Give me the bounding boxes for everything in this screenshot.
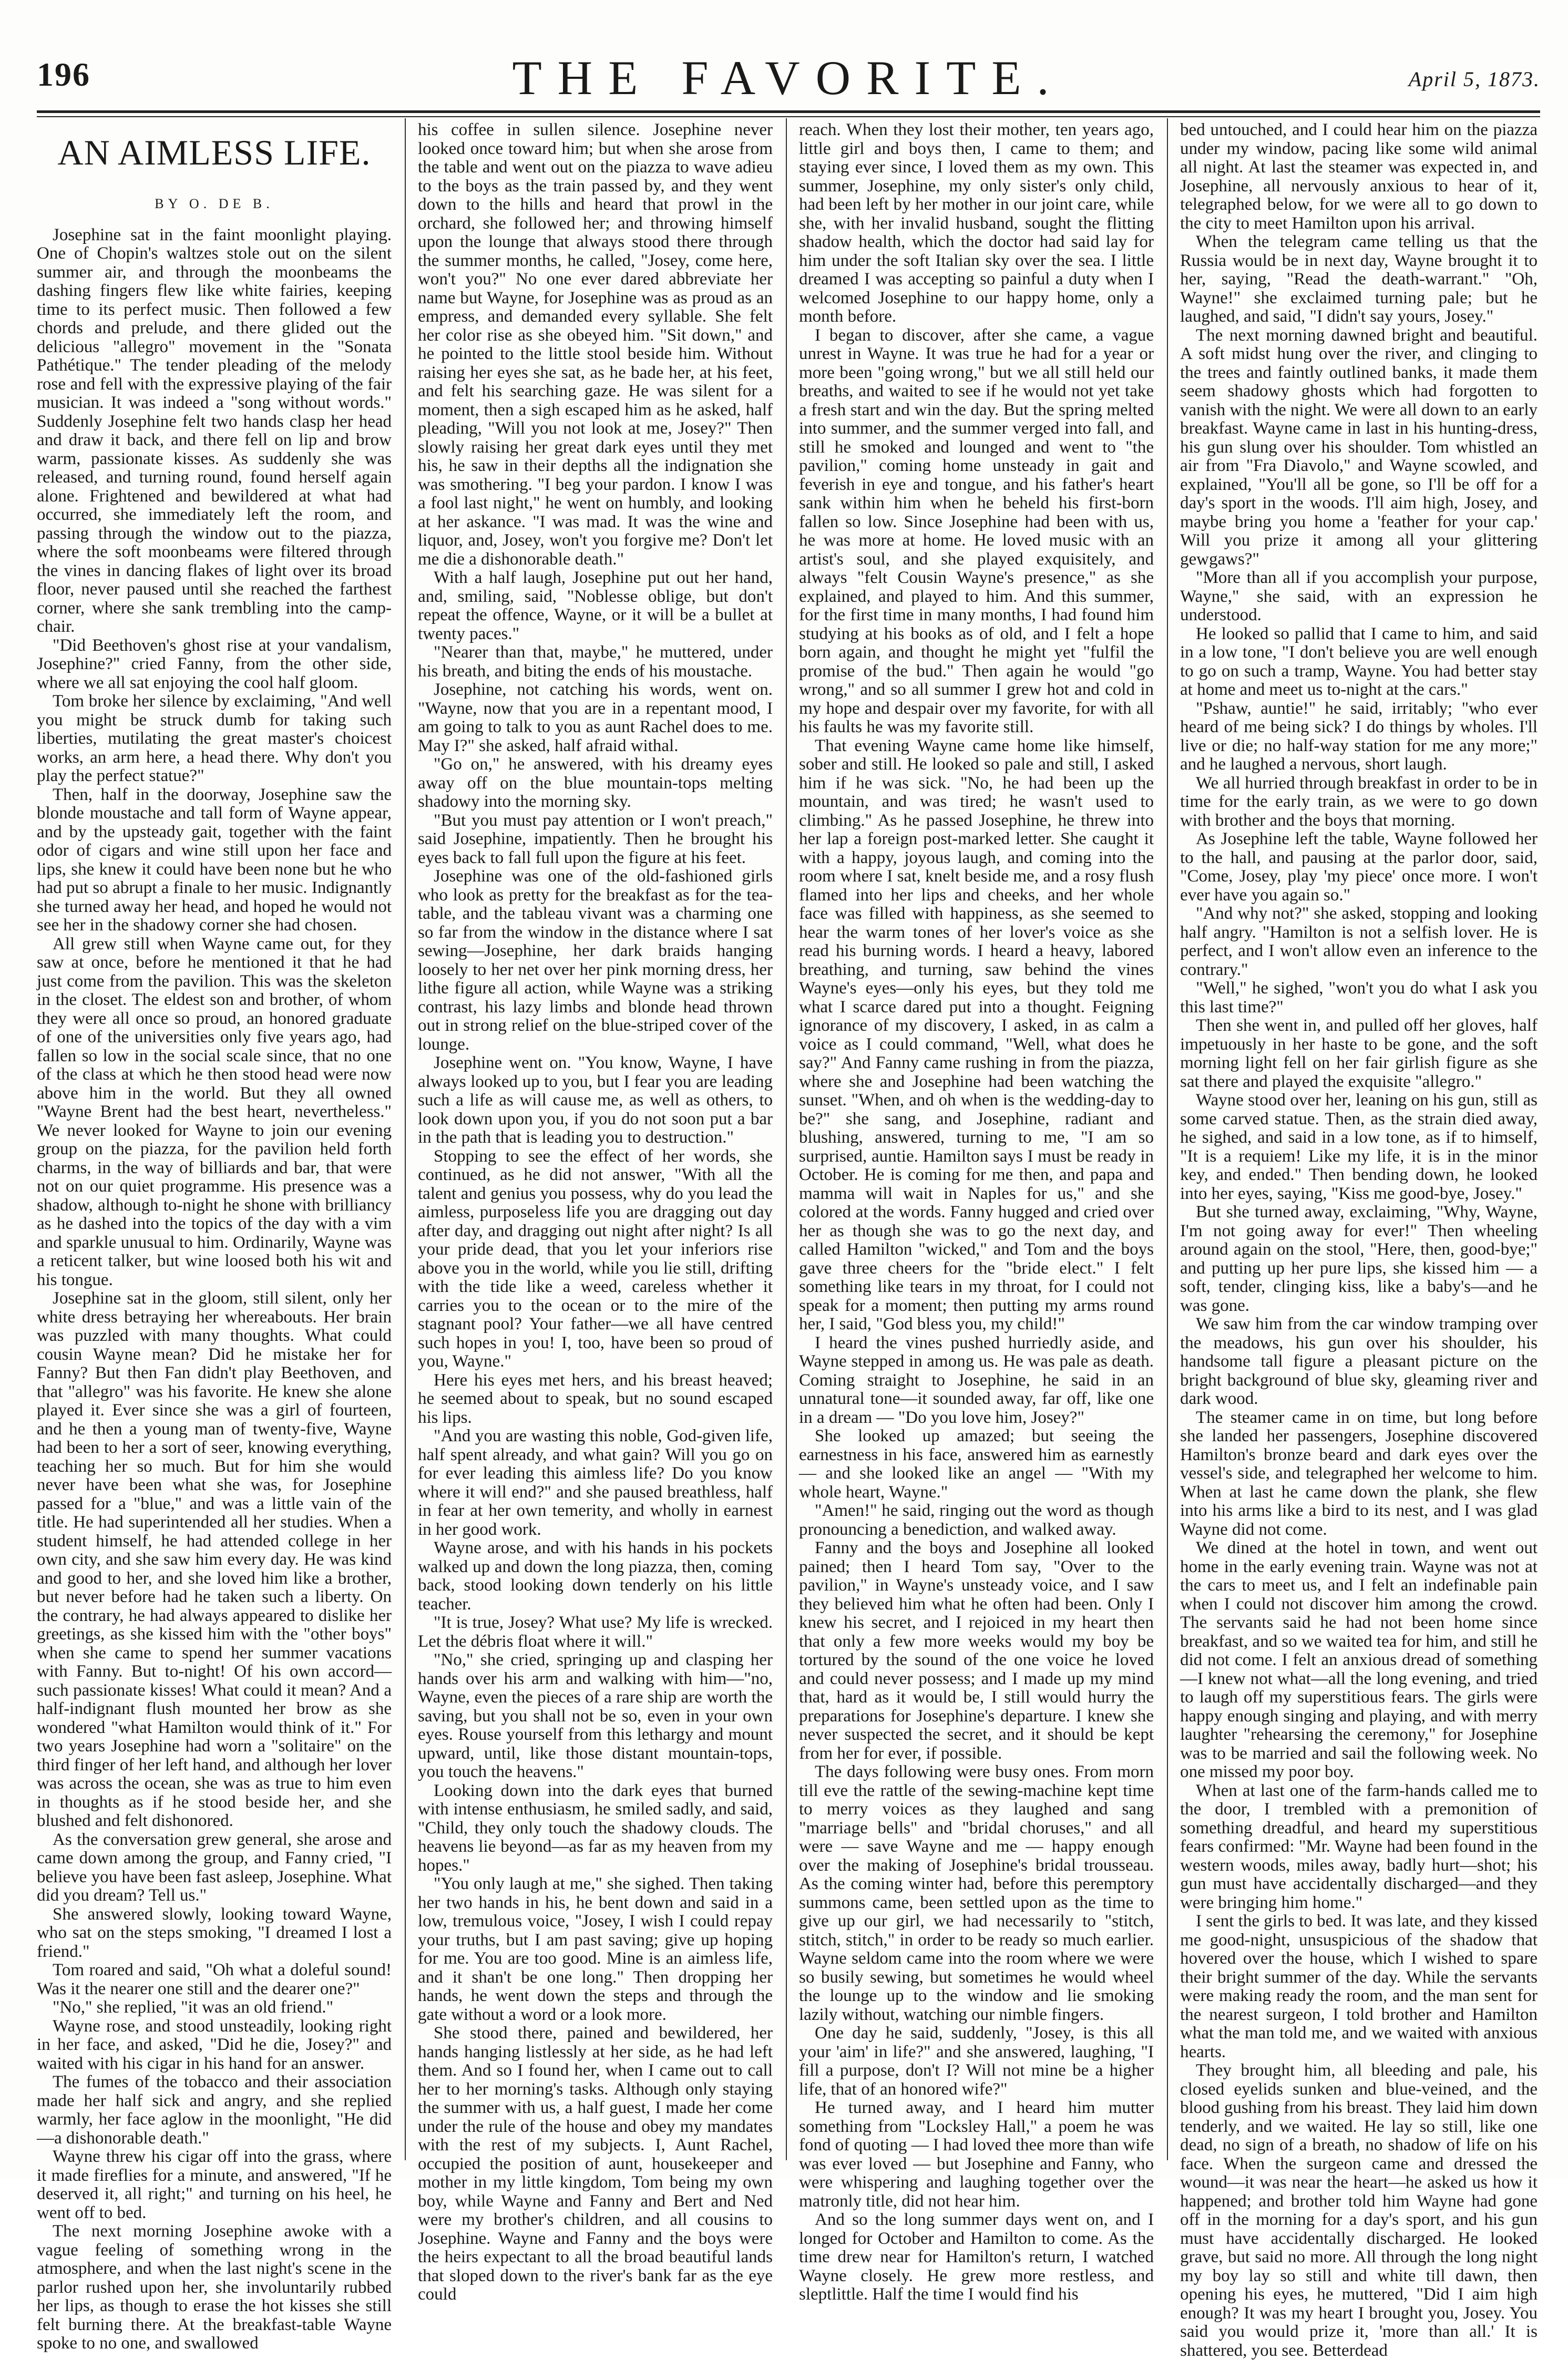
issue-date: April 5, 1873. [1408, 67, 1540, 91]
paragraph: "Pshaw, auntie!" he said, irritably; "who ever heard of me being sick? I do things by wholes. I'll live or die; no half-way station for me any more;" and he laughed a nervous, short laugh. [1180, 699, 1538, 774]
column-divider [405, 118, 406, 2160]
paragraph: As the conversation grew general, she arose and came down among the group, and Fanny cried, "I believe you have been fast asleep, Josephine. What did you dream? Tell us." [37, 1830, 392, 1905]
paragraph: Looking down into the dark eyes that burned with intense enthusiasm, he smiled sadly, and said, "Child, they only touch the shadowy clouds. The heavens lie beyond—as far as my heaven from my hopes." [418, 1781, 773, 1875]
page-number: 196 [37, 56, 90, 93]
paragraph: "It is true, Josey? What use? My life is wrecked. Let the débris float where it will." [418, 1613, 773, 1651]
paragraph: The days following were busy ones. From morn till eve the rattle of the sewing-machine kept time to merry voices as they laughed and sang "marriage bells" and "bridal choruses," and all were — save Wayne and me — happy enough over the making of Josephine's bridal trousseau. As the coming winter had, before this peremptory summons came, been settled upon as the time to give up our girl, we had necessarily to "stitch, stitch, stitch," in order to be ready so much earlier. Wayne seldom came into the room where we were so busily sewing, but sometimes he would wheel the lounge up to the window and lie smoking lazily without, watching our nimble fingers. [799, 1762, 1154, 2024]
paragraph: She looked up amazed; but seeing the earnestness in his face, answered him as earnestly — and she looked like an angel — "With my whole heart, Wayne." [799, 1427, 1154, 1502]
paragraph: Then she went in, and pulled off her gloves, half impetuously in her haste to be gone, and the soft morning light fell on her fair girlish figure as she sat there and played the exquisite "allegro." [1180, 1016, 1538, 1091]
paragraph: I heard the vines pushed hurriedly aside, and Wayne stepped in among us. He was pale as death. Coming straight to Josephine, he said in an unnatural tone—it sounded away, far off, like one in a dream — "Do you love him, Josey?" [799, 1333, 1154, 1427]
paragraph: The fumes of the tobacco and their association made her half sick and angry, and she replied warmly, her face aglow in the moonlight, "He did—a dishonorable death." [37, 2072, 392, 2148]
paragraph: bed untouched, and I could hear him on the piazza under my window, pacing like some wild animal all night. At last the steamer was expected in, and Josephine, all nervously anxious to hear of it, telegraphed below, for we were all to go down to the city to meet Hamilton upon his arrival. [1180, 120, 1538, 233]
paragraph: We dined at the hotel in town, and went out home in the early evening train. Wayne was not at the cars to meet us, and I felt an indefinable pain when I could not discover him among the crowd. The servants said he had not been home since breakfast, and so we waited tea for him, and still he did not come. I felt an anxious dread of something—I knew not what—all the long evening, and tried to laugh off my superstitious fears. The girls were happy enough singing and playing, and with merry laughter "rehearsing the ceremony," for Josephine was to be married and sail the following week. No one missed my poor boy. [1180, 1538, 1538, 1781]
paragraph: The next morning dawned bright and beautiful. A soft midst hung over the river, and clinging to the trees and faintly outlined banks, it made them seem shadowy ghosts which had forgotten to vanish with the night. We were all down to an early breakfast. Wayne came in last in his hunting-dress, his gun slung over his shoulder. Tom whistled an air from "Fra Diavolo," and Wayne scowled, and explained, "You'll all be gone, so I'll be off for a day's sport in the woods. I'll aim high, Josey, and maybe bring you home a 'feather for your cap.' Will you prize it among all your glittering gewgaws?" [1180, 325, 1538, 569]
paragraph: Tom broke her silence by exclaiming, "And well you might be struck dumb for taking such liberties, mutilating the great master's choicest works, an arm here, a head there. Why don't you play the perfect statue?" [37, 692, 392, 785]
paragraph: I began to discover, after she came, a vague unrest in Wayne. It was true he had for a year or more been "going wrong," but we all still held our breaths, and waited to see if he would not yet take a fresh start and win the day. But the spring melted into summer, and the summer verged into fall, and still he smoked and lounged and went to "the pavilion," coming home unsteady in gait and feverish in eye and tongue, and his father's heart sank within him when he beheld his first-born fallen so low. Since Josephine had been with us, he was more at home. He loved music with an artist's soul, and she played exquisitely, and always "felt Cousin Wayne's presence," as she explained, and played to him. And this summer, for the first time in many months, I had found him studying at his books as of old, and I felt a hope born again, and thought he might yet "fulfil the promise of the bud." Then again he would "go wrong," and so all summer I grew hot and cold in my hope and despair over my favorite, for with all his faults he was my favorite still. [799, 325, 1154, 736]
paragraph: When the telegram came telling us that the Russia would be in next day, Wayne brought it to her, saying, "Read the death-warrant." "Oh, Wayne!" she exclaimed turning pale; but he laughed, and said, "I didn't say yours, Josey." [1180, 232, 1538, 326]
paragraph: "Well," he sighed, "won't you do what I ask you this last time?" [1180, 979, 1538, 1017]
paragraph: Wayne rose, and stood unsteadily, looking right in her face, and asked, "Did he die, Josey?" and waited with his cigar in his hand for an answer. [37, 2016, 392, 2073]
story-title: AN AIMLESS LIFE. [57, 132, 371, 172]
paragraph: "But you must pay attention or I won't preach," said Josephine, impatiently. Then he brought his eyes back to fall full upon the figure at his feet. [418, 810, 773, 867]
text-column-1 [37, 121, 392, 2353]
paragraph: I sent the girls to bed. It was late, and they kissed me good-night, unsuspicious of the shadow that hovered over the house, which I wished to spare their bright summer of the day. While the servants were making ready the room, and the man sent for the nearest surgeon, I told brother and Hamilton what the man told me, and we waited with anxious hearts. [1180, 1912, 1538, 2061]
text-column-2 [418, 120, 773, 2304]
paragraph: Here his eyes met hers, and his breast heaved; he seemed about to speak, but no sound escaped his lips. [418, 1370, 773, 1427]
paragraph: "And you are wasting this noble, God-given life, half spent already, and what gain? Will you go on for ever leading this aimless life? Do you know where it will end?" and she paused breathless, half in fear at her own temerity, and wholly in earnest in her good work. [418, 1427, 773, 1539]
paragraph: When at last one of the farm-hands called me to the door, I trembled with a premonition of something dreadful, and heard my superstitious fears confirmed: "Mr. Wayne had been found in the western woods, miles away, badly hurt—shot; his gun must have accidentally discharged—and they were bringing him home." [1180, 1781, 1538, 1912]
paragraph: "You only laugh at me," she sighed. Then taking her two hands in his, he bent down and said in a low, tremulous voice, "Josey, I wish I could repay your truths, but I am past saving; give up hoping for me. You are too good. Mine is an aimless life, and it shan't be one long." Then dropping her hands, he went down the steps and through the gate without a word or a look more. [418, 1874, 773, 2024]
paragraph: She answered slowly, looking toward Wayne, who sat on the steps smoking, "I dreamed I lost a friend." [37, 1904, 392, 1961]
column-body [1180, 121, 1538, 2360]
paragraph: As Josephine left the table, Wayne followed her to the hall, and pausing at the parlor door, said, "Come, Josey, play 'my piece' once more. I won't ever have you again so." [1180, 829, 1538, 905]
paragraph: reach. When they lost their mother, ten years ago, little girl and boys then, I came to them; and staying ever since, I loved them as my own. This summer, Josephine, my only sister's only child, had been left by her mother in our joint care, while she, with her invalid husband, sought the flitting shadow health, which the doctor had said lay for him under the soft Italian sky over the sea. I little dreamed I was accepting so painful a duty when I welcomed Josephine to our happy home, only a month before. [799, 120, 1154, 326]
header-rule [37, 110, 1540, 117]
column-divider [786, 118, 787, 2160]
paragraph: "No," she replied, "it was an old friend." [53, 1998, 334, 2017]
paragraph: Josephine sat in the gloom, still silent, only her white dress betraying her whereabouts. Her brain was puzzled with many thoughts. What could cousin Wayne mean? Did he mistake her for Fanny? But then Fan didn't play Beethoven, and that "allegro" was his favorite. He knew she alone played it. Ever since she was a girl of fourteen, and he then a young man of twenty-five, Wayne had been to her a sort of seer, knowing everything, teaching her so much. But for him she would never have been what she was, for Josephine passed for a "blue," and was a little vain of the title. He had superintended all her studies. When a student himself, he had attended college in her own city, and she saw him every day. He was kind and good to her, and she loved him like a brother, but never before had he taken such a liberty. On the contrary, he had always appeared to dislike her greetings, as she kissed him with the "other boys" when she came to spend her summer vacations with Fanny. But to-night! Of his own accord—such passionate kisses! What could it mean? And a half-indignant flush mounted her brow as she wondered "what Hamilton would think of it." For two years Josephine had worn a "solitaire" on the third finger of her left hand, and although her lover was across the ocean, she was as true to him even in thoughts as if he stood beside her, and she blushed and felt dishonored. [37, 1289, 392, 1830]
column-body [37, 226, 392, 2353]
story-byline: BY O. DE B. [155, 196, 274, 211]
column-divider [1167, 118, 1168, 2160]
paragraph: "More than all if you accomplish your purpose, Wayne," she said, with an expression he understood. [1180, 568, 1538, 624]
paragraph: Then, half in the doorway, Josephine saw the blonde moustache and tall form of Wayne appear, and by the upsteady gait, together with the faint odor of cigars and wine still upon her face and lips, she knew it could have been none but he who had put so abrupt a finale to her music. Indignantly she turned away her head, and hoped he would not see her in the shadowy corner she had chosen. [37, 785, 392, 935]
paragraph: "Go on," he answered, with his dreamy eyes away off on the blue mountain-tops melting shadowy into the morning sky. [418, 755, 773, 811]
journal-title: THE FAVORITE. [512, 51, 1065, 105]
paragraph: Stopping to see the effect of her words, she continued, as he did not answer, "With all the talent and genius you possess, why do you lead the aimless, purposeless life you are dragging out day after day, and dragging out night after night? Is all your pride dead, that you let your inferiors rise above you in the world, while you lie still, drifting with the tide like a weed, careless whether it carries you to the ocean or to the mire of the stagnant pool? Your father—we all have centred such hopes in you! I, too, have been so proud of you, Wayne." [418, 1146, 773, 1371]
text-column-4 [1180, 120, 1538, 2360]
paragraph: Fanny and the boys and Josephine all looked pained; then I heard Tom say, "Over to the pavilion," in Wayne's unsteady voice, and I saw they believed him what he often had been. Only I knew his secret, and I rejoiced in my heart then that only a few more weeks would my boy be tortured by the sound of the one voice he loved and could never possess; and I made up my mind that, hard as it would be, I still would hurry the preparations for Josephine's departure. I knew she never suspected the secret, and it should be kept from her for ever, if possible. [799, 1538, 1154, 1763]
paragraph: "Nearer than that, maybe," he muttered, under his breath, and biting the ends of his moustache. [418, 643, 773, 681]
paragraph: The steamer came in on time, but long before she landed her passengers, Josephine discovered Hamilton's bronze beard and dark eyes over the vessel's side, and telegraphed her welcome to him. When at last he came down the plank, she flew into his arms like a bird to its nest, and I was glad Wayne did not come. [1180, 1408, 1538, 1539]
paragraph: They brought him, all bleeding and pale, his closed eyelids sunken and blue-veined, and the blood gushing from his breast. They laid him down tenderly, and we waited. He lay so still, like one dead, no sign of a breath, no shadow of life on his face. When the surgeon came and dressed the wound—it was near the heart—he asked us how it happened; and brother told him Wayne had gone off in the morning for a day's sport, and his gun must have accidentally discharged. He looked grave, but said no more. All through the long night my boy lay so still and white till dawn, then opening his eyes, he muttered, "Did I aim high enough? It was my heart I brought you, Josey. You said you would prize it, 'more than all.' It is shattered, you see. Betterdead [1180, 2061, 1538, 2360]
paragraph: One day he said, suddenly, "Josey, is this all your 'aim' in life?" and she answered, laughing, "I fill a purpose, don't I? Will not mine be a higher life, that of an honored wife?" [799, 2024, 1154, 2099]
paragraph: his coffee in sullen silence. Josephine never looked once toward him; but when she arose from the table and went out on the piazza to wave adieu to the boys as the train passed by, and they went down to the hills and heard that prowl in the orchard, she followed her; and throwing himself upon the lounge that always stood there through the summer months, he called, "Josey, come here, won't you?" No one ever dared abbreviate her name but Wayne, for Josephine was as proud as an empress, and demanded every syllable. She felt her color rise as she obeyed him. "Sit down," and he pointed to the little stool beside him. Without raising her eyes she sat, as he bade her, at his feet, and felt his searching gaze. He was silent for a moment, then a sigh escaped him as he asked, half pleading, "Will you not look at me, Josey?" Then slowly raising her great dark eyes until they met his, he saw in their depths all the indignation she was smothering. "I beg your pardon. I know I was a fool last night," he went on humbly, and looking at her askance. "I was mad. It was the wine and liquor, and, Josey, won't you forgive me? Don't let me die a dishonorable death." [418, 120, 773, 569]
paragraph: That evening Wayne came home like himself, sober and still. He looked so pale and still, I asked him if he was sick. "No, he had been up the mountain, and was tired; he wasn't used to climbing." As he passed Josephine, he threw into her lap a foreign post-marked letter. She caught it with a happy, joyous laugh, and coming into the room where I sat, knelt beside me, and a rosy flush flamed into her lips and cheeks, and her whole face was filled with happiness, as she seemed to hear the warm tones of her lover's voice as she read his burning words. I heard a heavy, labored breathing, and turning, saw behind the vines Wayne's eyes—only his eyes, but they told me what I scarce dared put into a thought. Feigning ignorance of my discovery, I asked, in as calm a voice as I could command, "Well, what does he say?" And Fanny came rushing in from the piazza, where she and Josephine had been watching the sunset. "When, and oh when is the wedding-day to be?" she sang, and Josephine, radiant and blushing, answered, turning to me, "I am so surprised, auntie. Hamilton says I must be ready in October. He is coming for me then, and papa and mamma will wait in Naples for us," and she colored at the words. Fanny hugged and cried over her as though she was to go the next day, and called Hamilton "wicked," and Tom and the boys gave three cheers for the "bride elect." I felt something like tears in my throat, for I could not speak for a moment; then putting my arms round her, I said, "God bless you, my child!" [799, 736, 1154, 1333]
paragraph: All grew still when Wayne came out, for they saw at once, before he mentioned it that he had just come from the pavilion. This was the skeleton in the closet. The eldest son and brother, of whom they were all once so proud, an honored graduate of one of the universities only five years ago, had fallen so low in the social scale since, that no one of the class at which he then stood head were now above him in the world. But they all owned "Wayne Brent had the best heart, nevertheless." We never looked for Wayne to join our evening group on the piazza, for the pavilion held forth charms, in the way of billiards and bar, that were not on our quiet programme. His presence was a shadow, although to-night he shone with brilliancy as he dashed into the topics of the day with a vim and sparkle unusual to him. Ordinarily, Wayne was a reticent talker, but wine loosed both his wit and his tongue. [37, 934, 392, 1289]
paragraph: The next morning Josephine awoke with a vague feeling of something wrong in the atmosphere, and when the last night's scene in the parlor rushed upon her, she involuntarily rubbed her lips, as though to erase the hot kisses she still felt burning there. At the breakfast-table Wayne spoke to no one, and swallowed [37, 2222, 392, 2353]
paragraph: And so the long summer days went on, and I longed for October and Hamilton to come. As the time drew near for Hamilton's return, I watched Wayne closely. He grew more restless, and sleptlittle. Half the time I would find his [799, 2210, 1154, 2304]
paragraph: "No," she cried, springing up and clasping her hands over his arm and walking with him—"no, Wayne, even the pieces of a rare ship are worth the saving, but you shall not be so, even in your own eyes. Rouse yourself from this lethargy and mount upward, until, like those distant mountain-tops, you touch the heavens." [418, 1650, 773, 1781]
paragraph: Wayne threw his cigar off into the grass, where it made fireflies for a minute, and answered, "If he deserved it, all right;" and turning on his heel, he went off to bed. [37, 2147, 392, 2222]
paragraph: We all hurried through breakfast in order to be in time for the early train, as we were to go down with brother and the boys that morning. [1180, 773, 1538, 830]
column-body [799, 121, 1154, 2304]
paragraph: "And why not?" she asked, stopping and looking half angry. "Hamilton is not a selfish lover. He is perfect, and I won't allow even an inference to the contrary." [1180, 904, 1538, 979]
column-body [418, 121, 773, 2304]
paragraph: Josephine, not catching his words, went on. "Wayne, now that you are in a repentant mood, I am going to talk to you as aunt Rachel does to me. May I?" she asked, half afraid withal. [418, 680, 773, 755]
paragraph: Wayne arose, and with his hands in his pockets walked up and down the long piazza, then, coming back, stood looking down tenderly on his little teacher. [418, 1538, 773, 1614]
paragraph: "Amen!" he said, ringing out the word as though pronouncing a benediction, and walked away. [799, 1501, 1154, 1539]
paragraph: Josephine was one of the old-fashioned girls who look as pretty for the breakfast as for the tea-table, and the tableau vivant was a charming one so far from the window in the distance where I sat sewing—Josephine, her dark braids hanging loosely to her net over her pink morning dress, her lithe figure all action, while Wayne was a striking contrast, his lazy limbs and blonde head thrown out in strong relief on the blue-striped cover of the lounge. [418, 867, 773, 1054]
paragraph: But she turned away, exclaiming, "Why, Wayne, I'm not going away for ever!" Then wheeling around again on the stool, "Here, then, good-bye;" and putting up her pure lips, she kissed him — a soft, tender, clinging kiss, like a baby's—and he was gone. [1180, 1203, 1538, 1315]
paragraph: Josephine went on. "You know, Wayne, I have always looked up to you, but I fear you are leading such a life as will cause me, as well as others, to look down upon you, if you do not soon put a bar in the path that is leading you to destruction." [418, 1053, 773, 1147]
paragraph: With a half laugh, Josephine put out her hand, and, smiling, said, "Noblesse oblige, but don't repeat the offence, Wayne, or it will be a bullet at twenty paces." [418, 568, 773, 643]
paragraph: He looked so pallid that I came to him, and said in a low tone, "I don't believe you are well enough to go on such a tramp, Wayne. You had better stay at home and meet us to-night at the cars." [1180, 624, 1538, 699]
paragraph: He turned away, and I heard him mutter something from "Locksley Hall," a poem he was fond of quoting — I had loved thee more than wife was ever loved — but Josephine and Fanny, who were whispering and laughing together over the matronly title, did not hear him. [799, 2098, 1154, 2211]
paragraph: Wayne stood over her, leaning on his gun, still as some carved statue. Then, as the strain died away, he sighed, and said in a low tone, as if to himself, "It is a requiem! Like my life, it is in the minor key, and ended." Then bending down, he looked into her eyes, saying, "Kiss me good-bye, Josey." [1180, 1091, 1538, 1203]
text-column-3 [799, 120, 1154, 2304]
paragraph: "Did Beethoven's ghost rise at your vandalism, Josephine?" cried Fanny, from the other side, where we all sat enjoying the cool half gloom. [37, 635, 392, 692]
masthead [37, 50, 1540, 105]
paragraph: We saw him from the car window tramping over the meadows, his gun over his shoulder, his handsome tall figure a pleasant picture on the bright background of blue sky, gleaming river and dark wood. [1180, 1315, 1538, 1408]
paragraph: Josephine sat in the faint moonlight playing. One of Chopin's waltzes stole out on the silent summer air, and through the moonbeams the dashing fingers flew like white fairies, keeping time to its perfect music. Then followed a few chords and prelude, and there glided out the delicious "allegro" movement in the "Sonata Pathétique." The tender pleading of the melody rose and fell with the expressive playing of the fair musician. It was indeed a "song without words." Suddenly Josephine felt two hands clasp her head and draw it back, and there fell on lip and brow warm, passionate kisses. As suddenly she was released, and turning round, found herself again alone. Frightened and bewildered at what had occurred, she immediately left the room, and passing through the window out to the piazza, where the soft moonbeams were filtered through the vines in dancing flakes of light over its broad floor, never paused until she reached the farthest corner, where she sank trembling into the camp-chair. [37, 225, 392, 636]
paragraph: Tom roared and said, "Oh what a doleful sound! Was it the nearer one still and the dearer one?" [37, 1961, 392, 1998]
paragraph: She stood there, pained and bewildered, her hands hanging listlessly at her side, as he had left them. And so I found her, when I came out to call her to her morning's tasks. Although only staying the summer with us, a half guest, I made her come under the rule of the house and obey my mandates with the rest of my subjects. I, Aunt Rachel, occupied the position of aunt, housekeeper and mother in my little kingdom, Tom being my own boy, while Wayne and Fanny and Bert and Ned were my brother's children, and all cousins to Josephine. Wayne and Fanny and the boys were the heirs expectant to all the broad beautiful lands that sloped down to the river's bank far as the eye could [418, 2024, 773, 2304]
